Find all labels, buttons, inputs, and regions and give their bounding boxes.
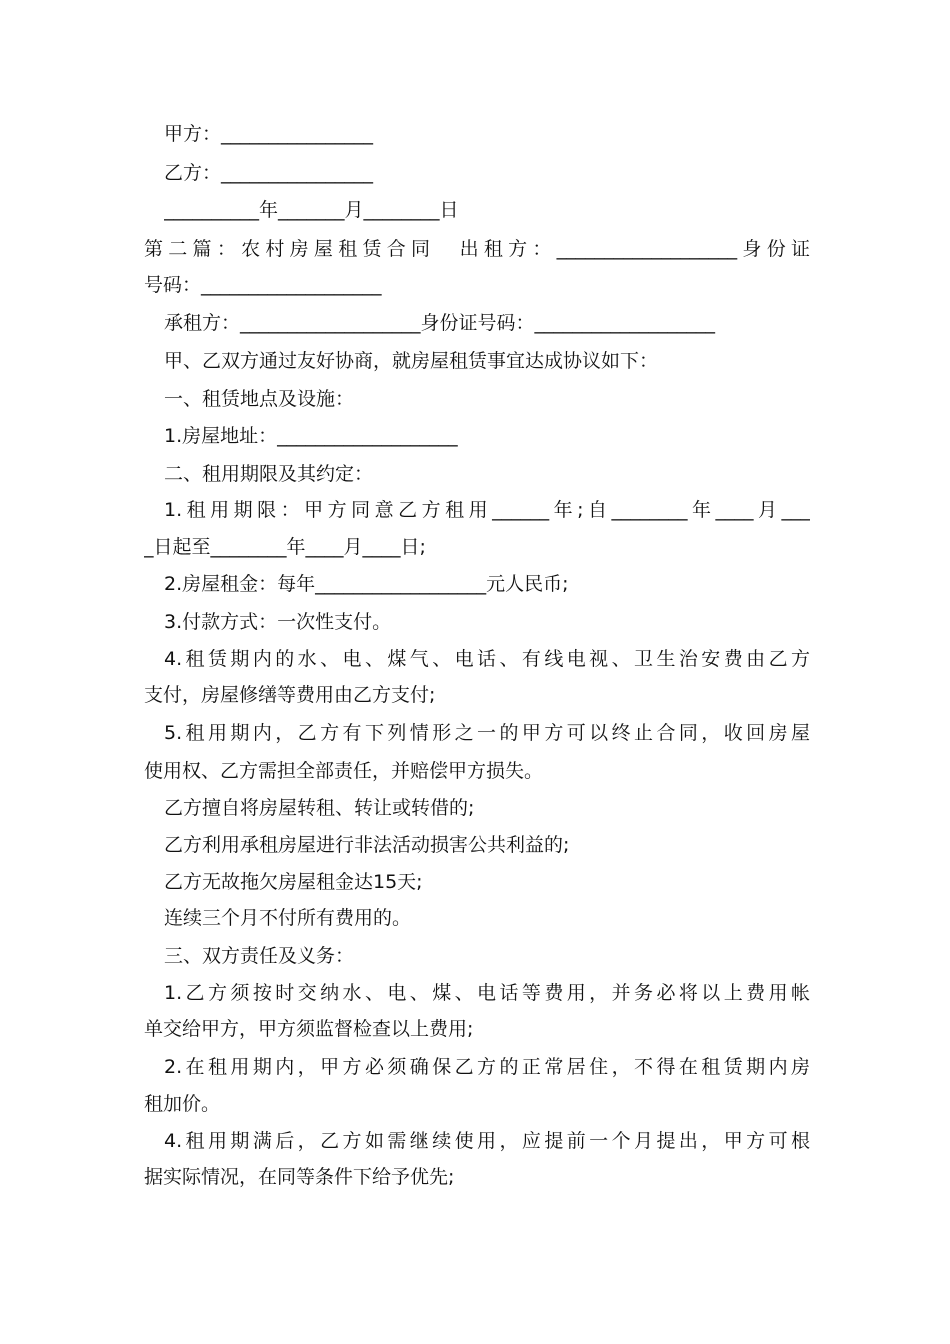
heading-duties: 三、双方责任及义务： [164,945,355,967]
termination-clause: 5.租用期内，乙方有下列情形之一的甲方可以终止合同，收回房屋 [164,722,810,744]
duty-clause-4: 4.租用期满后，乙方如需继续使用，应提前一个月提出，甲方可根 [164,1130,810,1152]
termination-item-1: 乙方擅自将房屋转租、转让或转借的; [164,797,475,819]
fees-clause-cont: 支付，房屋修缮等费用由乙方支付; [144,684,436,706]
term-clause-1: 1.租用期限：甲方同意乙方租用______年;自________年____月___ [164,499,810,521]
agreement-intro: 甲、乙双方通过友好协商，就房屋租赁事宜达成协议如下： [164,350,659,372]
duty-clause-2-cont: 租加价。 [144,1093,221,1115]
duty-clause-1-cont: 单交给甲方，甲方须监督检查以上费用; [144,1018,474,1040]
termination-item-2: 乙方利用承租房屋进行非法活动损害公共利益的; [164,834,570,856]
heading-location: 一、租赁地点及设施： [164,388,355,410]
termination-item-3: 乙方无故拖欠房屋租金达15天; [164,871,423,893]
term-clause-1-cont: _日起至________年____月____日; [144,536,426,558]
termination-clause-cont: 使用权、乙方需担全部责任，并赔偿甲方损失。 [144,760,544,782]
termination-item-4: 连续三个月不付所有费用的。 [164,907,412,929]
fees-clause: 4.租赁期内的水、电、煤气、电话、有线电视、卫生治安费由乙方 [164,648,810,670]
payment-clause: 3.付款方式：一次性支付。 [164,611,392,633]
party-a-line: 甲方：________________ [164,123,374,145]
house-address-line: 1.房屋地址：___________________ [164,425,458,447]
lessor-id-line: 号码：___________________ [144,274,382,296]
date-line: __________年_______月________日 [164,199,459,221]
lessee-line: 承租方：___________________身份证号码：___________________ [164,312,716,334]
duty-clause-2: 2.在租用期内，甲方必须确保乙方的正常居住，不得在租赁期内房 [164,1056,810,1078]
duty-clause-1: 1.乙方须按时交纳水、电、煤、电话等费用，并务必将以上费用帐 [164,982,810,1004]
rent-clause: 2.房屋租金：每年__________________元人民币; [164,573,569,595]
heading-term: 二、租用期限及其约定： [164,463,374,485]
party-b-line: 乙方：________________ [164,162,374,184]
duty-clause-4-cont: 据实际情况，在同等条件下给予优先; [144,1166,455,1188]
section-title-lessor: 第二篇：农村房屋租赁合同 出租方：___________________身份证 [144,238,810,260]
